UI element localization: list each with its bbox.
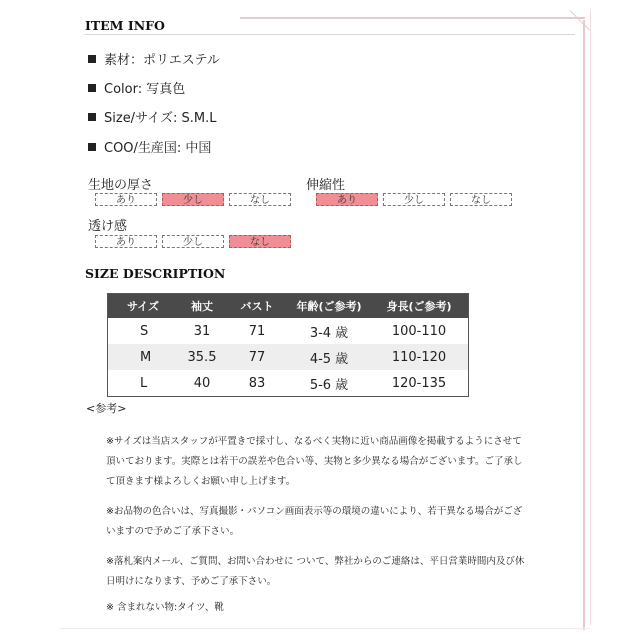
note-contact: ※落札案内メール、ご質問、お問い合わせに ついて、弊社からのご連絡は、平日営業時間内及び休日明けになります、予めご了承下さい。 xyxy=(106,556,525,587)
thickness-label: 生地の厚さ xyxy=(88,178,154,193)
cell-bust: 71 xyxy=(248,323,266,339)
note-measurement: ※サイズは当店スタッフが平置きで採寸し、なるべく実物に近い商品画像を掲載するようにさせて頂いております。実際とは若干の誤差や色合い等、実物と多少異なる場合がございます。ご了承して頂きます様よろしくお願い申し上げます。 xyxy=(106,436,523,487)
bullet-square-icon xyxy=(88,113,96,121)
cell-sleeve: 35.5 xyxy=(178,344,226,370)
info-row-color xyxy=(88,78,185,97)
stretch-option-nashi: なし xyxy=(450,193,512,206)
size-description-title: SIZE DESCRIPTION xyxy=(85,266,226,281)
cell-height: 100-110 xyxy=(391,323,447,339)
cell-size: M xyxy=(108,344,179,370)
frame-corner-line xyxy=(570,10,591,31)
thickness-option-nashi: なし xyxy=(229,193,291,206)
sheer-option-sukoshi: 少し xyxy=(162,235,224,248)
size-table xyxy=(107,293,469,397)
frame-top-line xyxy=(240,17,585,19)
info-row-text: Size/サイズ: S.M.L xyxy=(104,111,217,126)
cell-size: S xyxy=(140,323,149,339)
info-row-material xyxy=(88,49,220,68)
cell-age: 3-4 歳 xyxy=(309,325,349,341)
thickness-option-ari: あり xyxy=(95,193,157,206)
sheer-option-nashi-selected: なし xyxy=(229,235,291,248)
cell-sleeve: 31 xyxy=(193,323,211,339)
cell-age: 5-6 歳 xyxy=(309,377,349,393)
header-age: 年齢(ご参考) xyxy=(288,294,370,319)
table-row xyxy=(108,318,469,344)
bullet-square-icon xyxy=(88,55,96,63)
item-info-title: ITEM INFO xyxy=(85,18,165,33)
stretch-option-ari-selected: あり xyxy=(316,193,378,206)
bullet-square-icon xyxy=(88,84,96,92)
cell-size: L xyxy=(140,375,148,391)
header-height: 身長(ご参考) xyxy=(370,294,469,319)
note-not-included: ※ 含まれない物:タイツ、靴 xyxy=(106,602,224,613)
table-row xyxy=(108,344,469,370)
info-row-coo xyxy=(88,137,211,156)
sheer-option-ari: あり xyxy=(95,235,157,248)
cell-bust: 77 xyxy=(226,344,288,370)
info-row-text: Color: 写真色 xyxy=(104,82,186,97)
item-info-underline xyxy=(85,34,575,35)
cell-sleeve: 40 xyxy=(193,375,211,391)
thickness-option-sukoshi-selected: 少し xyxy=(162,193,224,206)
reference-label: <参考> xyxy=(86,402,127,415)
frame-bottom-line xyxy=(60,628,590,629)
frame-right-line xyxy=(583,20,585,630)
table-row xyxy=(108,370,469,397)
header-sleeve: 袖丈 xyxy=(178,294,226,319)
cell-age: 4-5 歳 xyxy=(288,344,370,370)
header-size: サイズ xyxy=(108,294,179,319)
info-row-text: COO/生産国: 中国 xyxy=(104,141,212,156)
stretch-option-sukoshi: 少し xyxy=(383,193,445,206)
sheer-label: 透け感 xyxy=(88,219,128,234)
cell-height: 120-135 xyxy=(391,375,447,391)
bullet-square-icon xyxy=(88,143,96,151)
size-table-header-row xyxy=(108,294,469,319)
stretch-label: 伸縮性 xyxy=(306,178,346,193)
info-row-size xyxy=(88,107,217,126)
note-color: ※お品物の色合いは、写真撮影・パソコン画面表示等の環境の違いにより、若干異なる場合がございますので予めご了承下さい。 xyxy=(106,506,523,537)
cell-height: 110-120 xyxy=(370,344,469,370)
header-bust: バスト xyxy=(226,294,288,319)
info-row-text: 素材：ポリエステル xyxy=(104,53,220,68)
frame-right-line-inner xyxy=(590,10,591,625)
cell-bust: 83 xyxy=(248,375,266,391)
